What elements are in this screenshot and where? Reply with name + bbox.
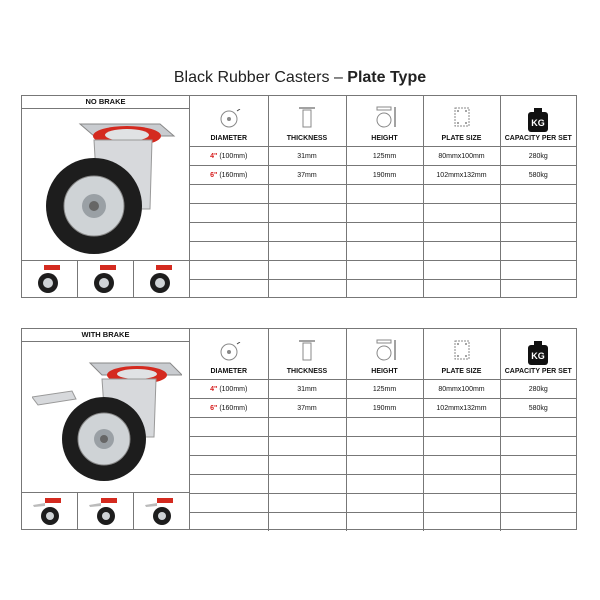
diameter-cell — [190, 380, 268, 399]
title-bold: Plate Type — [347, 69, 427, 86]
inch-value: 6" — [210, 404, 218, 412]
table-row — [190, 380, 576, 399]
thumbnail-strip — [22, 260, 189, 297]
spec-table — [190, 329, 576, 529]
kg-weight-icon — [525, 107, 551, 133]
empty-row — [190, 261, 576, 280]
thickness-label: THICKNESS — [286, 135, 328, 142]
capacity-cell: 280kg — [500, 147, 576, 166]
thickness-cell: 37mm — [268, 166, 346, 185]
plate-size-icon — [450, 338, 474, 362]
plate-cell: 80mmx100mm — [423, 147, 500, 166]
wheel-thickness-icon — [297, 340, 317, 362]
thickness-header — [268, 329, 346, 380]
empty-row — [190, 418, 576, 437]
table-row — [190, 399, 576, 418]
diameter-header — [190, 329, 268, 380]
header-row — [190, 96, 576, 147]
empty-row — [190, 437, 576, 456]
empty-row — [190, 456, 576, 475]
thumbnail[interactable] — [22, 493, 78, 529]
kg-text: KG — [531, 351, 545, 361]
empty-row — [190, 280, 576, 299]
thumbnail-strip — [22, 492, 189, 529]
title-regular: Black Rubber Casters – — [173, 69, 348, 86]
wheel-thickness-icon — [297, 107, 317, 129]
height-cell: 190mm — [346, 166, 423, 185]
diameter-cell — [190, 399, 268, 418]
empty-row — [190, 475, 576, 494]
height-header — [346, 96, 423, 147]
empty-row — [190, 223, 576, 242]
capacity-header — [500, 96, 576, 147]
capacity-label: CAPACITY PER SET — [504, 368, 572, 375]
section-label: NO BRAKE — [22, 96, 189, 109]
spec-table — [190, 96, 576, 297]
diameter-cell — [190, 147, 268, 166]
product-images — [22, 96, 190, 297]
inch-value: 4" — [210, 152, 218, 160]
product-images — [22, 329, 190, 529]
plate-size-header — [423, 329, 500, 380]
thickness-header — [268, 96, 346, 147]
plate-size-label: PLATE SIZE — [441, 368, 482, 375]
caster-height-icon — [373, 105, 397, 129]
thumbnail[interactable] — [78, 261, 134, 297]
table-row — [190, 166, 576, 185]
inch-value: 6" — [210, 171, 218, 179]
diameter-label: DIAMETER — [210, 135, 248, 142]
empty-row — [190, 242, 576, 261]
caster-diameter-icon — [215, 342, 243, 362]
height-cell: 190mm — [346, 399, 423, 418]
thickness-cell: 37mm — [268, 399, 346, 418]
caster-height-icon — [373, 338, 397, 362]
plate-size-icon — [450, 105, 474, 129]
diameter-header — [190, 96, 268, 147]
with-brake-section — [21, 328, 577, 530]
capacity-cell: 580kg — [500, 166, 576, 185]
thumbnail[interactable] — [78, 493, 134, 529]
height-label: HEIGHT — [371, 368, 398, 375]
height-cell: 125mm — [346, 380, 423, 399]
section-label: WITH BRAKE — [22, 329, 189, 342]
capacity-cell: 280kg — [500, 380, 576, 399]
height-label: HEIGHT — [371, 135, 398, 142]
plate-cell: 102mmx132mm — [423, 399, 500, 418]
empty-row — [190, 204, 576, 223]
mm-value: (100mm) — [217, 152, 248, 160]
caster-diameter-icon — [215, 109, 243, 129]
empty-row — [190, 513, 576, 532]
empty-row — [190, 185, 576, 204]
capacity-cell: 580kg — [500, 399, 576, 418]
capacity-header — [500, 329, 576, 380]
empty-row — [190, 494, 576, 513]
page-title — [0, 69, 600, 87]
diameter-label: DIAMETER — [210, 368, 248, 375]
plate-cell: 102mmx132mm — [423, 166, 500, 185]
height-cell: 125mm — [346, 147, 423, 166]
thickness-label: THICKNESS — [286, 368, 328, 375]
kg-weight-icon — [525, 340, 551, 366]
thickness-cell: 31mm — [268, 147, 346, 166]
thickness-cell: 31mm — [268, 380, 346, 399]
no-brake-section — [21, 95, 577, 298]
capacity-label: CAPACITY PER SET — [504, 135, 572, 142]
caster-image — [32, 114, 182, 256]
mm-value: (160mm) — [217, 404, 248, 412]
plate-size-header — [423, 96, 500, 147]
diameter-cell — [190, 166, 268, 185]
plate-size-label: PLATE SIZE — [441, 135, 482, 142]
height-header — [346, 329, 423, 380]
plate-cell: 80mmx100mm — [423, 380, 500, 399]
thumbnail[interactable] — [22, 261, 78, 297]
mm-value: (160mm) — [217, 171, 248, 179]
inch-value: 4" — [210, 385, 218, 393]
header-row — [190, 329, 576, 380]
mm-value: (100mm) — [217, 385, 248, 393]
caster-image — [32, 347, 182, 489]
thumbnail[interactable] — [134, 261, 189, 297]
thumbnail[interactable] — [134, 493, 189, 529]
kg-text: KG — [531, 118, 545, 128]
table-row — [190, 147, 576, 166]
